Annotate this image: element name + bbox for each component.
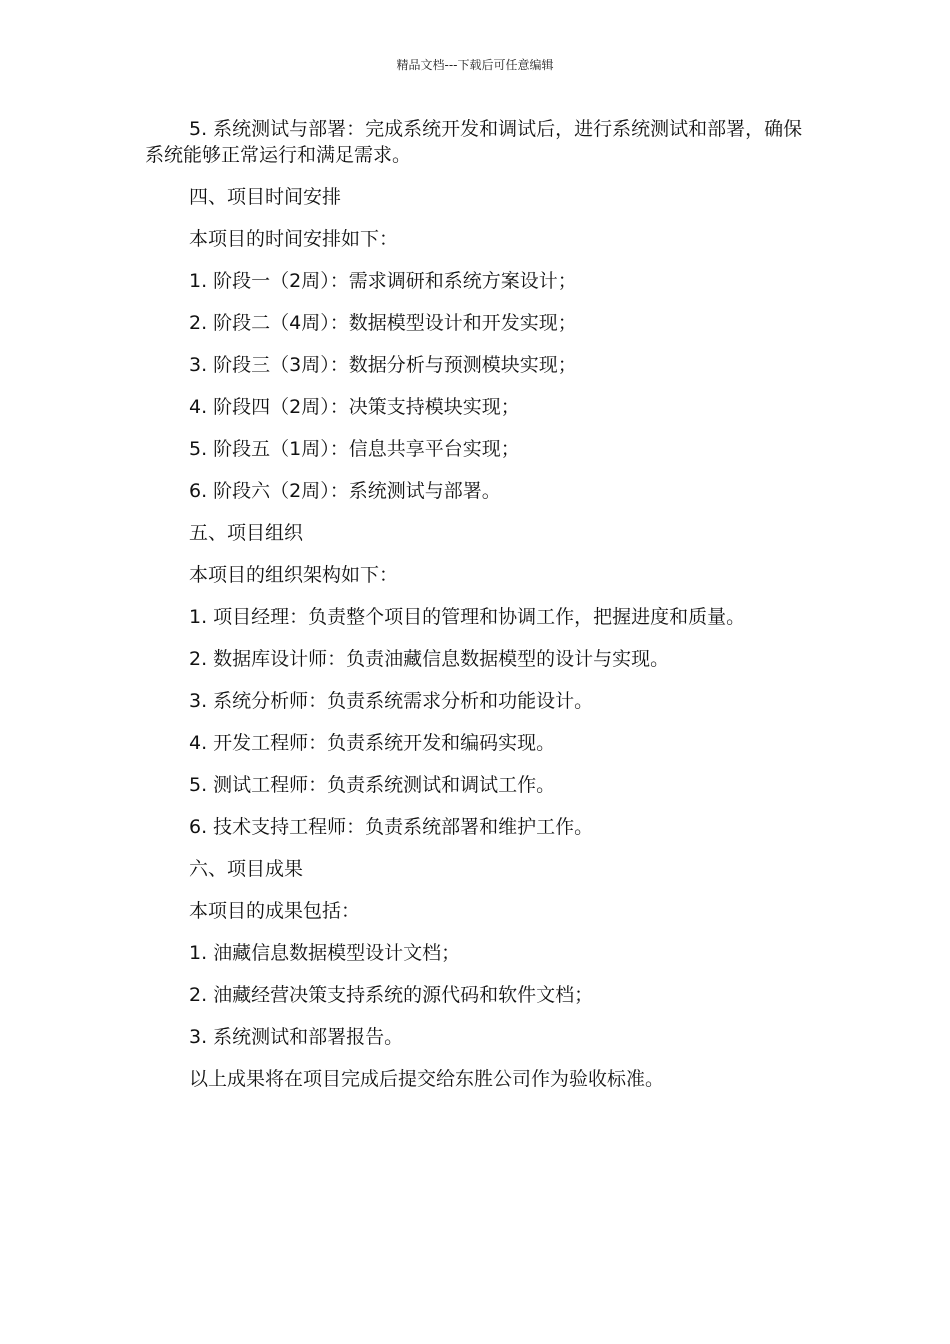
list-item: 5. 阶段五（1周）：信息共享平台实现； bbox=[189, 438, 520, 460]
list-item: 5. 测试工程师：负责系统测试和调试工作。 bbox=[189, 774, 556, 796]
list-item: 4. 开发工程师：负责系统开发和编码实现。 bbox=[189, 732, 556, 754]
list-item: 3. 阶段三（3周）：数据分析与预测模块实现； bbox=[189, 354, 577, 376]
list-item: 1. 油藏信息数据模型设计文档； bbox=[189, 942, 461, 964]
closing-statement: 以上成果将在项目完成后提交给东胜公司作为验收标准。 bbox=[189, 1068, 665, 1090]
organization-intro: 本项目的组织架构如下： bbox=[189, 564, 399, 586]
section-heading-deliverables: 六、项目成果 bbox=[189, 858, 304, 880]
section-heading-organization: 五、项目组织 bbox=[189, 522, 304, 544]
list-item: 3. 系统分析师：负责系统需求分析和功能设计。 bbox=[189, 690, 594, 712]
deployment-paragraph: 5. 系统测试与部署：完成系统开发和调试后，进行系统测试和部署，确保系统能够正常运行和满足需求。 bbox=[145, 118, 803, 166]
schedule-intro: 本项目的时间安排如下： bbox=[189, 228, 399, 250]
list-item: 1. 阶段一（2周）：需求调研和系统方案设计； bbox=[189, 270, 577, 292]
list-item: 2. 阶段二（4周）：数据模型设计和开发实现； bbox=[189, 312, 577, 334]
list-item: 6. 技术支持工程师：负责系统部署和维护工作。 bbox=[189, 816, 594, 838]
list-item: 6. 阶段六（2周）：系统测试与部署。 bbox=[189, 480, 501, 502]
list-item: 4. 阶段四（2周）：决策支持模块实现； bbox=[189, 396, 520, 418]
list-item: 1. 项目经理：负责整个项目的管理和协调工作，把握进度和质量。 bbox=[189, 606, 746, 628]
list-item: 2. 数据库设计师：负责油藏信息数据模型的设计与实现。 bbox=[189, 648, 670, 670]
deliverables-intro: 本项目的成果包括： bbox=[189, 900, 361, 922]
list-item: 2. 油藏经营决策支持系统的源代码和软件文档； bbox=[189, 984, 594, 1006]
list-item: 3. 系统测试和部署报告。 bbox=[189, 1026, 404, 1048]
section-heading-schedule: 四、项目时间安排 bbox=[189, 186, 342, 208]
page-header: 精品文档---下载后可任意编辑 bbox=[396, 58, 554, 72]
document-body bbox=[145, 116, 815, 1092]
